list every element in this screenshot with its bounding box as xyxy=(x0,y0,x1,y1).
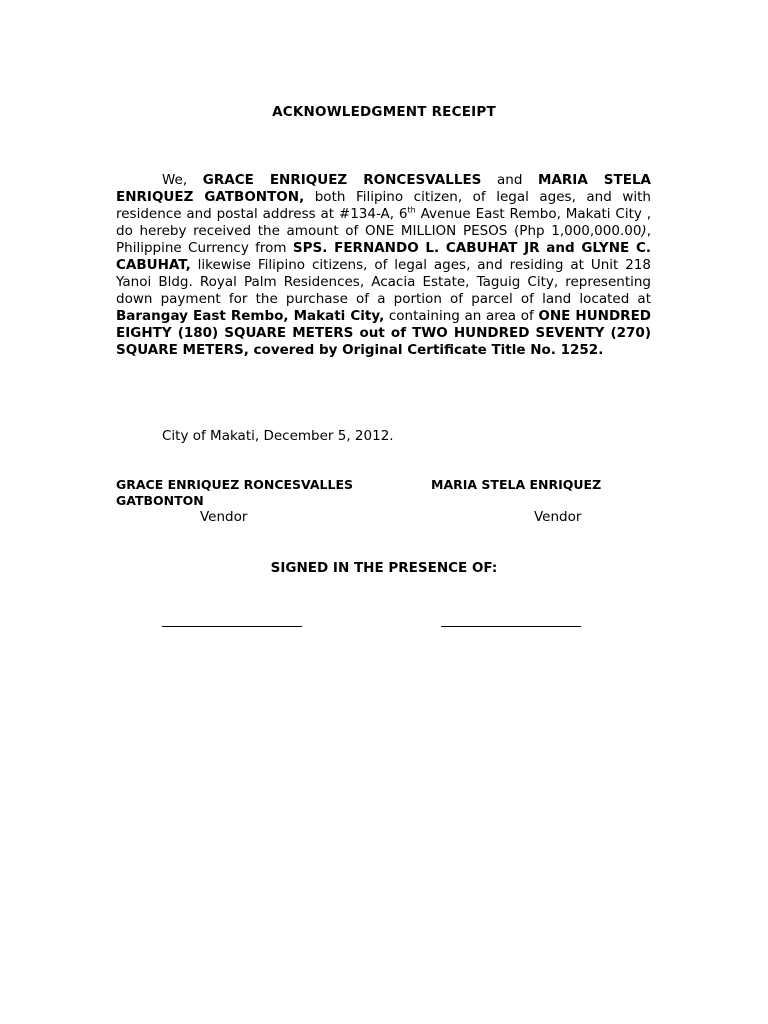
signatory-left-name xyxy=(116,477,416,509)
body-text: , Philippine Currency from xyxy=(116,223,651,256)
buyer-names: SPS. FERNANDO L. CABUHAT JR and GLYNE C. CABUHAT, xyxy=(116,240,651,273)
property-area-title: ONE HUNDRED EIGHTY (180) SQUARE METERS out of TWO HUNDRED SEVENTY (270) SQUARE METERS, covered by Original Certificate Title No. 1252. xyxy=(116,308,651,358)
property-location: Barangay East Rembo, Makati City, xyxy=(116,308,385,324)
body-text: We, xyxy=(162,172,203,188)
place-and-date: City of Makati, December 5, 2012. xyxy=(162,428,394,444)
signatory-right-role: Vendor xyxy=(534,509,582,525)
signatory-left-name-line2: GATBONTON xyxy=(116,493,204,508)
witness-signature-line-right xyxy=(441,626,581,627)
ordinal-suffix: th xyxy=(407,205,416,215)
document-title: ACKNOWLEDGMENT RECEIPT xyxy=(272,104,496,120)
body-text: and xyxy=(481,172,539,188)
signatory-right-name: MARIA STELA ENRIQUEZ xyxy=(431,477,602,492)
signatory-left-role: Vendor xyxy=(200,509,248,525)
body-text: Avenue East Rembo, Makati City , do hereby received the amount of ONE MILLION PESOS (Php 1,000,000.00 xyxy=(116,206,651,239)
body-text-italic: ) xyxy=(641,223,647,239)
vendor-name-2: MARIA STELA ENRIQUEZ GATBONTON, xyxy=(116,172,652,205)
signatory-left-name-line1: GRACE ENRIQUEZ RONCESVALLES xyxy=(116,477,354,492)
receipt-body-paragraph xyxy=(116,172,651,359)
body-text: both Filipino citizen, of legal ages, and with residence and postal address at #134-A, 6 xyxy=(116,189,651,222)
body-text: containing an area of xyxy=(384,308,539,324)
vendor-name-1: GRACE ENRIQUEZ RONCESVALLES xyxy=(202,172,482,188)
witness-heading: SIGNED IN THE PRESENCE OF: xyxy=(270,560,498,576)
witness-signature-line-left xyxy=(162,626,302,627)
body-text: likewise Filipino citizens, of legal ages, and residing at Unit 218 Yanoi Bldg. Royal Palm Residences, Acacia Estate, Taguig City, representing down payment for the purchase of a portion of parcel of land located at xyxy=(116,257,651,307)
